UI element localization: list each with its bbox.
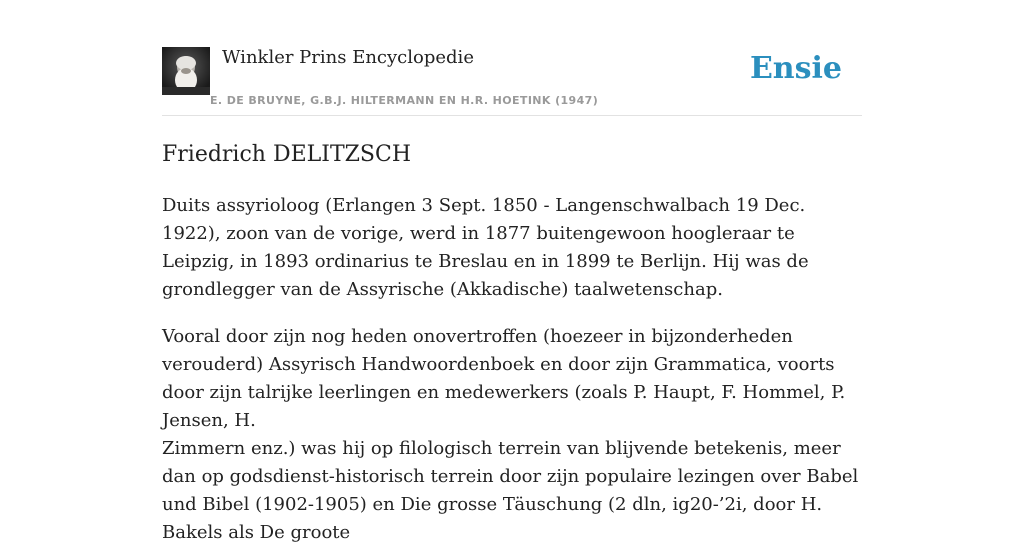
article-paragraph: Vooral door zijn nog heden onovertroffen (hoezeer in bijzonderheden verouderd) Assyrisch Handwoordenboek en door zijn Grammatica, voorts door zijn talrijke leerlingen en medewerkers (zoals P. Haupt, F. Hommel, P. Jensen, H. xyxy=(162,326,846,431)
article-paragraph: Duits assyrioloog (Erlangen 3 Sept. 1850 - Langenschwalbach 19 Dec. 1922), zoon van de vorige, werd in 1877 buitengewoon hoogleraar te Leipzig, in 1893 ordinarius te Breslau en in 1899 te Berlijn. Hij was de grondlegger van de Assyrische (Akkadische) taalwetenschap. xyxy=(162,195,809,300)
authors-line: E. DE BRUYNE, G.B.J. HILTERMANN EN H.R. HOETINK (1947) xyxy=(210,94,599,107)
author-portrait-icon[interactable] xyxy=(162,47,210,95)
page xyxy=(162,0,862,543)
article-paragraph: Zimmern enz.) was hij op filologisch terrein van blijvende betekenis, meer dan op godsdienst-historisch terrein door zijn populaire lezingen over Babel und Bibel (1902-1905) en Die grosse Täuschung (2 dln, ig20-’2i, door H. Bakels als De groote xyxy=(162,438,859,543)
ensie-logo[interactable]: Ensie xyxy=(749,51,842,86)
site-title[interactable]: Winkler Prins Encyclopedie xyxy=(222,47,474,68)
header xyxy=(162,0,862,116)
article-title: Friedrich DELITZSCH xyxy=(162,142,412,167)
